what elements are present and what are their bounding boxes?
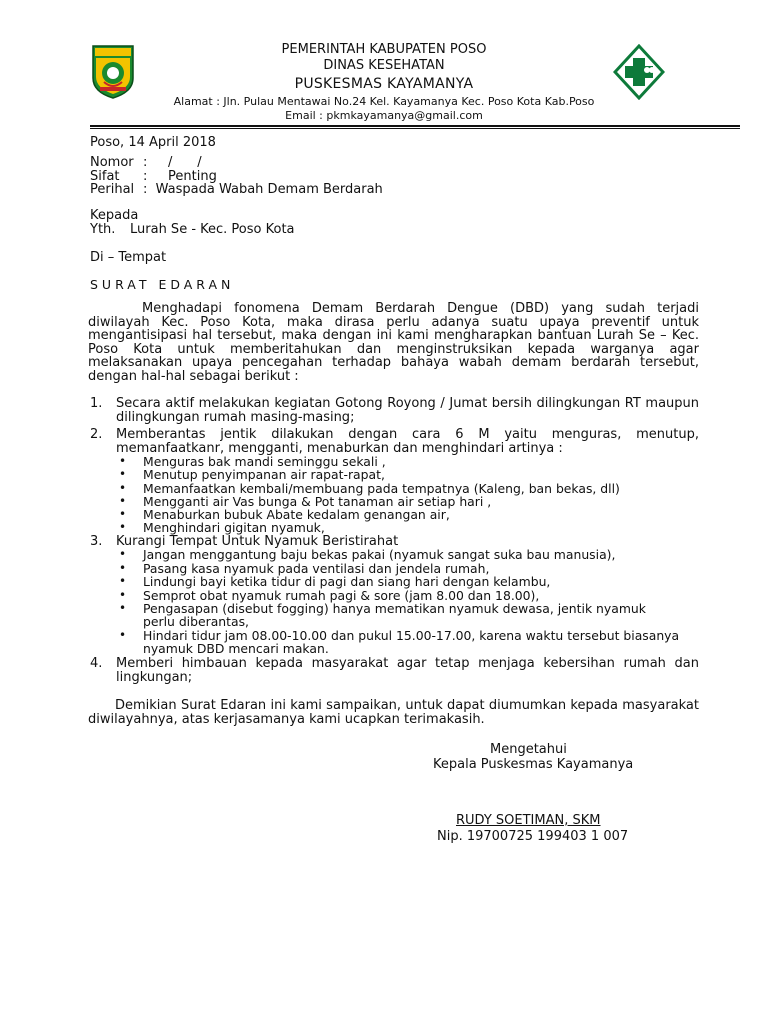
bullet-icon: • — [119, 588, 127, 602]
bullet-icon: • — [119, 547, 127, 561]
bullet-icon: • — [119, 467, 127, 481]
bullet-item: Menutup penyimpanan air rapat-rapat, — [143, 467, 385, 482]
bullet-item: Lindungi bayi ketika tidur di pagi dan siang hari dengan kelambu, — [143, 574, 551, 589]
sifat-label: Sifat — [90, 169, 120, 184]
list-item: Kurangi Tempat Untuk Nyamuk Beristirahat — [116, 534, 399, 549]
perihal-label: Perihal — [90, 182, 135, 197]
bullet-icon: • — [119, 494, 127, 508]
letterhead-email: Email : pkmkayamanya@gmail.com — [285, 109, 483, 122]
closing-paragraph: Demikian Surat Edaran ini kami sampaikan, untuk dapat diumumkan kepada masyarakat diwilayahnya, atas kerjasamanya kami ucapkan terimakasih. — [88, 698, 699, 727]
signatory-name: RUDY SOETIMAN, SKM — [456, 813, 601, 828]
bullet-icon: • — [119, 561, 127, 575]
signatory-nip: Nip. 19700725 199403 1 007 — [437, 829, 629, 844]
item-number: 1. — [90, 396, 103, 411]
nomor-value: : / / — [143, 155, 202, 170]
item-number: 2. — [90, 427, 103, 442]
bullet-icon: • — [119, 454, 127, 468]
yth-label: Yth. — [90, 222, 116, 237]
kepada-label: Kepada — [90, 208, 139, 223]
bullet-item: Jangan menggantung baju bekas pakai (nyamuk sangat suka bau manusia), — [143, 547, 616, 562]
sifat-value: : Penting — [143, 169, 217, 184]
bullet-icon: • — [119, 520, 127, 534]
bullet-icon: • — [119, 507, 127, 521]
letterhead-address: Alamat : Jln. Pulau Mentawai No.24 Kel. Kayamanya Kec. Poso Kota Kab.Poso — [173, 95, 595, 108]
signatory-position: Kepala Puskesmas Kayamanya — [433, 757, 634, 772]
bullet-item: Memanfaatkan kembali/membuang pada tempatnya (Kaleng, ban bekas, dll) — [143, 481, 620, 496]
list-item: Memberi himbauan kepada masyarakat agar tetap menjaga kebersihan rumah dan lingkungan; — [116, 656, 699, 685]
list-item: Secara aktif melakukan kegiatan Gotong Royong / Jumat bersih dilingkungan RT maupun dilingkungan rumah masing-masing; — [116, 396, 699, 425]
bullet-icon: • — [119, 574, 127, 588]
perihal-value: : Waspada Wabah Demam Berdarah — [143, 182, 383, 197]
mengetahui-label: Mengetahui — [490, 742, 567, 757]
item-number: 4. — [90, 656, 103, 671]
bullet-icon: • — [119, 481, 127, 495]
bullet-item: Menghindari gigitan nyamuk, — [143, 520, 325, 535]
bullet-item: Menaburkan bubuk Abate kedalam genangan air, — [143, 507, 450, 522]
letterhead-department: DINAS KESEHATAN — [323, 58, 445, 73]
item-number: 3. — [90, 534, 103, 549]
di-tempat: Di – Tempat — [90, 250, 167, 265]
recipient-name: Lurah Se - Kec. Poso Kota — [130, 222, 295, 237]
bullet-item: Semprot obat nyamuk rumah pagi & sore (jam 8.00 dan 18.00), — [143, 588, 540, 603]
bullet-item: Menguras bak mandi seminggu sekali , — [143, 454, 386, 469]
list-item: Memberantas jentik dilakukan dengan cara 6 M yaitu menguras, menutup, memanfaatkanr, mengganti, menaburkan dan menghindari artinya : — [116, 427, 699, 456]
bullet-item: Mengganti air Vas bunga & Pot tanaman air setiap hari , — [143, 494, 492, 509]
letterhead-institution: PUSKESMAS KAYAMANYA — [294, 76, 474, 92]
document-title: SURAT EDARAN — [90, 277, 235, 292]
letterhead-divider — [90, 125, 740, 127]
bullet-icon: • — [119, 628, 127, 642]
intro-paragraph: Menghadapi fonomena Demam Berdarah Dengue (DBD) yang sudah terjadi diwilayah Kec. Poso Kota, maka dirasa perlu adanya suatu upaya preventif untuk mengantisipasi hal tersebut, maka dengan ini kami mengharapkan bantuan Lurah Se – Kec. Poso Kota untuk memberitahukan dan menginstruksikan kepada warganya agar melaksanakan upaya pencegahan terhadap bahaya wabah demam berdarah tersebut, dengan hal-hal sebagai berikut : — [88, 301, 699, 384]
letterhead-government: PEMERINTAH KABUPATEN POSO — [281, 42, 487, 57]
nomor-label: Nomor — [90, 155, 134, 170]
bullet-item: Pengasapan (disebut fogging) hanya mematikan nyamuk dewasa, jentik nyamuk perlu diberantas, — [143, 601, 646, 629]
bullet-item: Hindari tidur jam 08.00-10.00 dan pukul 15.00-17.00, karena waktu tersebut biasanya nyamuk DBD mencari makan. — [143, 628, 680, 656]
place-date: Poso, 14 April 2018 — [90, 135, 216, 150]
bullet-icon: • — [119, 601, 127, 615]
letterhead-divider-thin — [90, 128, 740, 129]
bullet-item: Pasang kasa nyamuk pada ventilasi dan jendela rumah, — [143, 561, 490, 576]
